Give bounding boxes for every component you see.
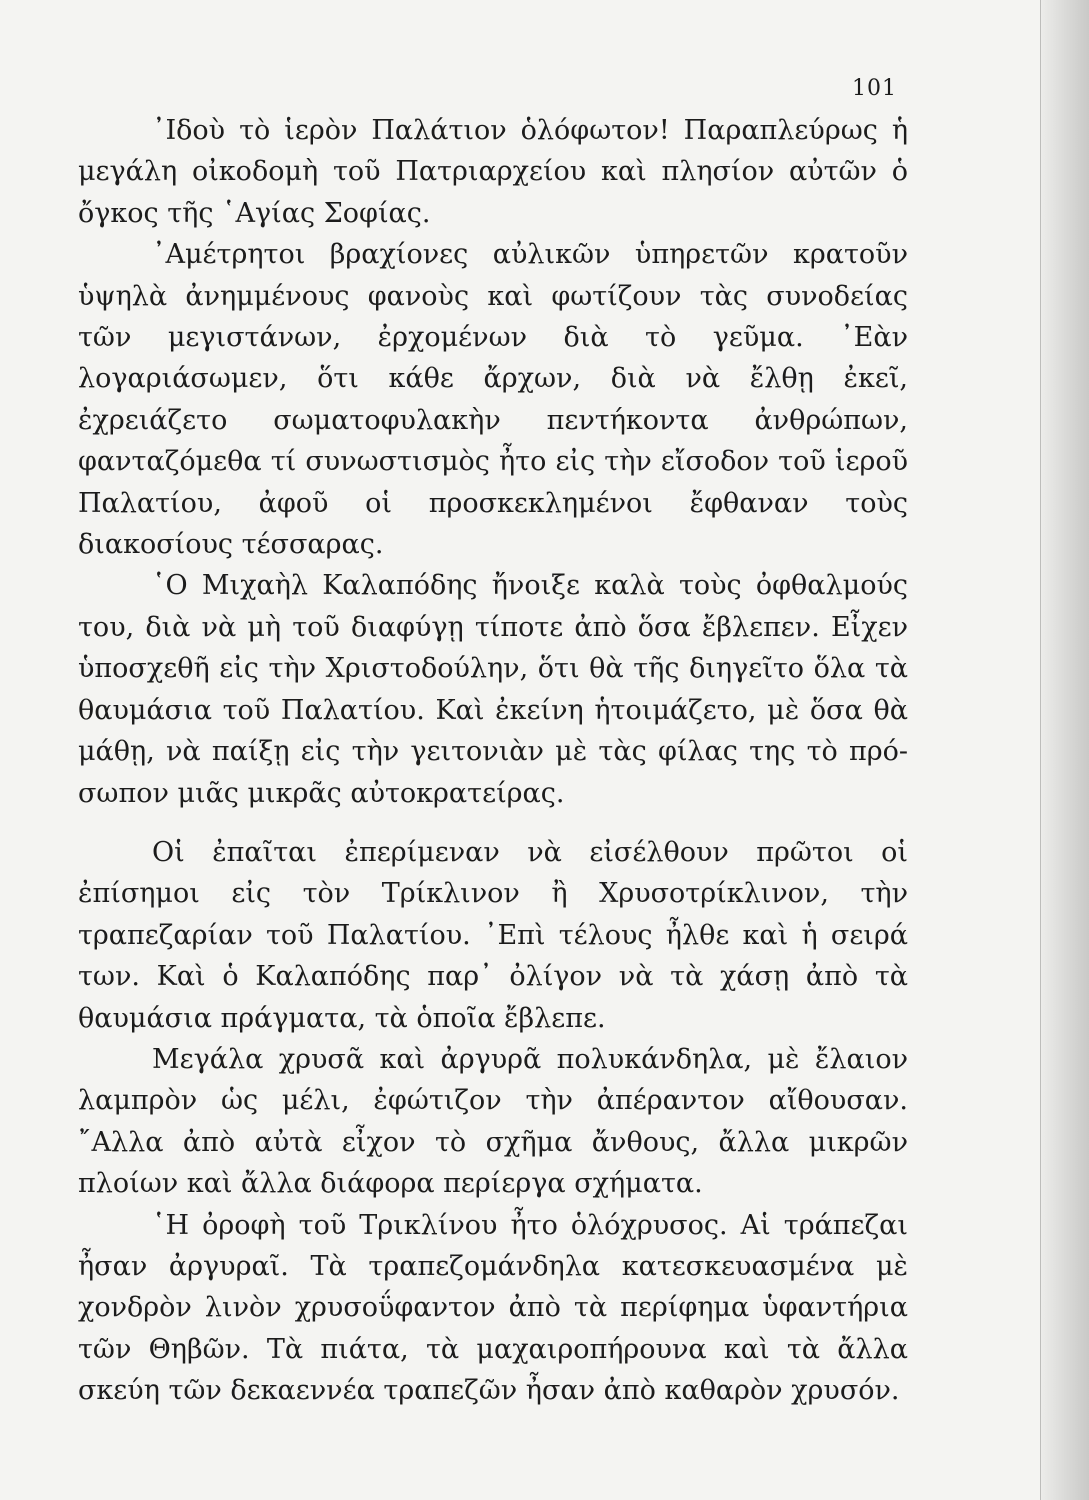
paragraph-4: Οἱ ἐπαῖται ἐπερίμεναν νὰ εἰσέλθουν πρῶτοι οἱ ἐπίσημοι εἰς τὸν Τρίκλινον ἢ Χρυσοτρίκλινον, τὴν τραπεζαρίαν τοῦ Παλατίου. ᾿Επὶ τέλους ἦλθε καὶ ἡ σειρά των. Καὶ ὁ Καλαπόδης παρ᾿ ὀλίγον νὰ τὰ χάσῃ ἀπὸ τὰ θαυμάσια πράγματα, τὰ ὁποῖα ἔβλεπε. <box>78 836 908 1034</box>
paragraph-3: ῾Ο Μιχαὴλ Καλαπόδης ἤνοιξε καλὰ τοὺς ὀφθαλμούς του, διὰ νὰ μὴ τοῦ διαφύγῃ τίποτε ἀπὸ ὅσα ἔβλεπεν. Εἶχεν ὑποσχεθῆ εἰς τὴν Χριστοδούλην, ὅτι θὰ τῆς διηγεῖτο ὅλα τὰ θαυμάσια τοῦ Παλατίου. Καὶ ἐκείνη ἡτοιμάζετο, μὲ ὅσα θὰ μάθῃ, νὰ παίξῃ εἰς τὴν γειτονιὰν μὲ τὰς φίλας της τὸ πρόσωπον μιᾶς μικρᾶς αὐτοκρατείρας. <box>78 570 908 809</box>
paragraph-5: Μεγάλα χρυσᾶ καὶ ἀργυρᾶ πολυκάνδηλα, μὲ ἔλαιον λαμπρὸν ὡς μέλι, ἐφώτιζον τὴν ἀπέραντον αἴθουσαν. ῎Αλλα ἀπὸ αὐτὰ εἶχον τὸ σχῆμα ἄνθους, ἄλλα μικρῶν πλοίων καὶ ἄλλα διάφορα περίεργα σχήματα. <box>78 1043 908 1200</box>
paragraph-6: ῾Η ὀροφὴ τοῦ Τρικλίνου ἦτο ὁλόχρυσος. Αἱ τράπεζαι ἦσαν ἀργυραῖ. Τὰ τραπεζομάνδηλα κατεσκευασμένα μὲ χονδρὸν λινὸν χρυσοΰφαντον ἀπὸ τὰ περίφημα ὑφαντήρια τῶν Θηβῶν. Τὰ πιάτα, τὰ μαχαιροπήρουνα καὶ τὰ ἄλλα σκεύη τῶν δεκαεννέα τραπεζῶν ἦσαν ἀπὸ καθαρὸν χρυσόν. <box>78 1209 908 1407</box>
book-page-edge <box>1040 0 1089 1500</box>
body-text <box>78 110 908 1412</box>
paragraph-2: ᾿Αμέτρητοι βραχίονες αὐλικῶν ὑπηρετῶν κρατοῦν ὑψηλὰ ἀνημμένους φανοὺς καὶ φωτίζουν τὰς συνοδείας τῶν μεγιστάνων, ἐρχομένων διὰ τὸ γεῦμα. ᾿Εὰν λογαριάσωμεν, ὅτι κάθε ἄρχων, διὰ νὰ ἔλθῃ ἐκεῖ, ἐχρειάζετο σωματοφυλακὴν πεντήκοντα ἀνθρώπων, φανταζόμεθα τί συνωστισμὸς ἦτο εἰς τὴν εἴσοδον τοῦ ἱεροῦ Παλατίου, ἀφοῦ οἱ προσκεκλημένοι ἔφθαναν τοὺς διακοσίους τέσσαρας. <box>78 239 908 561</box>
page-number: 101 <box>852 76 897 101</box>
paragraph-1: ᾿Ιδοὺ τὸ ἱερὸν Παλάτιον ὁλόφωτον! Παραπλεύρως ἡ μεγάλη οἰκοδομὴ τοῦ Πατριαρχείου καὶ πλησίον αὐτῶν ὁ ὄγκος τῆς ῾Αγίας Σοφίας. <box>78 115 908 229</box>
